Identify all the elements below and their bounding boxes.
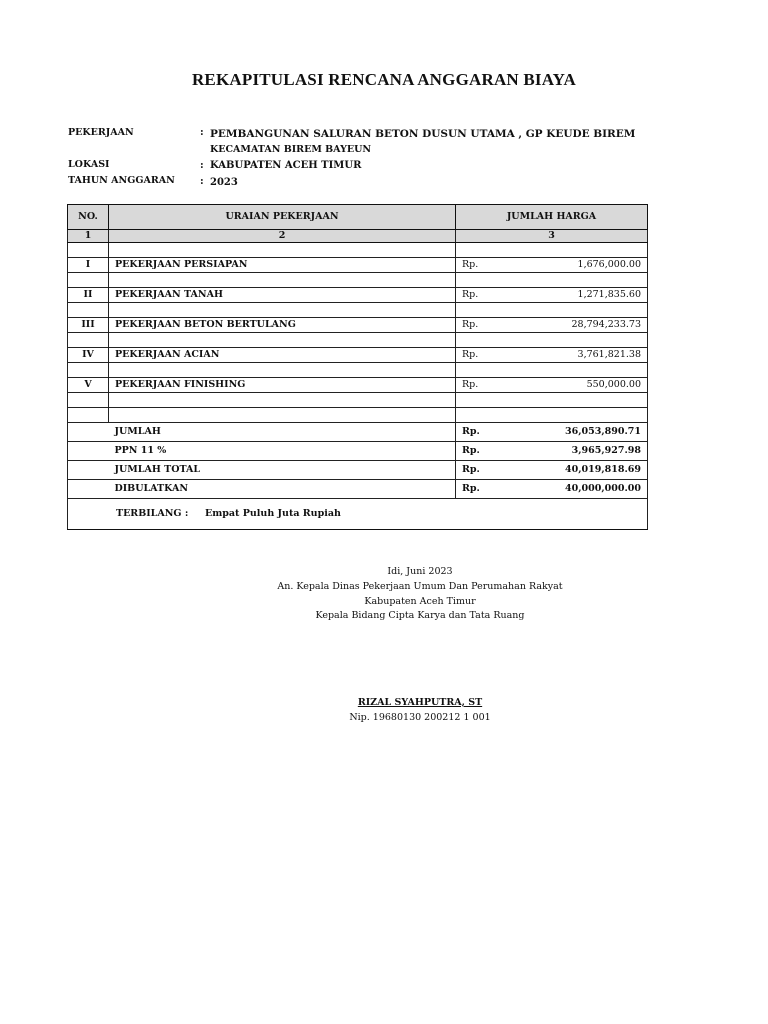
colon: :: [200, 176, 204, 187]
spacer-row: [68, 408, 648, 423]
signer-block: [0, 697, 768, 708]
col-number-2: 2: [109, 230, 456, 243]
total-row: [68, 480, 648, 499]
header-uraian: URAIAN PEKERJAAN: [109, 205, 456, 230]
item-no: IV: [68, 348, 109, 363]
lokasi-label: LOKASI: [68, 159, 110, 170]
item-no: II: [68, 288, 109, 303]
total-row: [68, 442, 648, 461]
column-number-row: [68, 230, 648, 243]
tahun-label: TAHUN ANGGARAN: [68, 175, 175, 186]
currency-label: Rp.: [462, 445, 480, 456]
place-date: Idi, Juni 2023: [387, 566, 453, 577]
pekerjaan-value-1: PEMBANGUNAN SALURAN BETON DUSUN UTAMA , GP KEUDE BIREM: [210, 128, 636, 140]
item-name: PEKERJAAN BETON BERTULANG: [109, 318, 456, 333]
item-name: PEKERJAAN FINISHING: [109, 378, 456, 393]
signer-nip: Nip. 19680130 200212 1 001: [349, 712, 491, 723]
total-amount: 40,000,000.00: [564, 483, 641, 494]
table-row: [68, 378, 648, 393]
item-no: III: [68, 318, 109, 333]
total-amount: 36,053,890.71: [564, 426, 641, 437]
total-row: [68, 423, 648, 442]
signature-line-3: Kepala Bidang Cipta Karya dan Tata Ruang: [315, 610, 525, 621]
col-number-3: 3: [456, 230, 648, 243]
item-amount: 1,676,000.00: [577, 259, 641, 270]
currency-label: Rp.: [462, 464, 480, 475]
signer-name: RIZAL SYAHPUTRA, ST: [357, 697, 483, 708]
col-number-1: 1: [68, 230, 109, 243]
terbilang-row: [68, 499, 648, 530]
item-amount: 3,761,821.38: [577, 349, 641, 360]
signature-line-1: An. Kepala Dinas Pekerjaan Umum Dan Perumahan Rakyat: [277, 581, 563, 592]
currency-label: Rp.: [462, 259, 479, 270]
table-row: [68, 288, 648, 303]
total-label: PPN 11 %: [109, 442, 456, 461]
pekerjaan-value-2: KECAMATAN BIREM BAYEUN: [210, 144, 372, 155]
currency-label: Rp.: [462, 379, 479, 390]
colon: :: [200, 127, 204, 138]
spacer-row: [68, 273, 648, 288]
item-name: PEKERJAAN TANAH: [109, 288, 456, 303]
total-label: DIBULATKAN: [109, 480, 456, 499]
spacer-row: [68, 303, 648, 318]
table-row: [68, 348, 648, 363]
total-amount: 3,965,927.98: [571, 445, 641, 456]
item-amount: 28,794,233.73: [571, 319, 641, 330]
header-jumlah: JUMLAH HARGA: [456, 205, 648, 230]
currency-label: Rp.: [462, 483, 480, 494]
lokasi-value: KABUPATEN ACEH TIMUR: [210, 160, 362, 171]
currency-label: Rp.: [462, 426, 480, 437]
signature-line-2: Kabupaten Aceh Timur: [364, 596, 476, 607]
colon: :: [200, 160, 204, 171]
tahun-value: 2023: [210, 177, 238, 188]
table-header-row: [68, 205, 648, 230]
spacer-row: [68, 333, 648, 348]
total-label: JUMLAH TOTAL: [109, 461, 456, 480]
total-amount: 40,019,818.69: [564, 464, 641, 475]
terbilang-value: Empat Puluh Juta Rupiah: [204, 508, 341, 519]
item-no: I: [68, 258, 109, 273]
total-label: JUMLAH: [109, 423, 456, 442]
item-amount: 550,000.00: [586, 379, 641, 390]
currency-label: Rp.: [462, 319, 479, 330]
spacer-row: [68, 243, 648, 258]
table-row: [68, 258, 648, 273]
item-no: V: [68, 378, 109, 393]
pekerjaan-label: PEKERJAAN: [68, 127, 134, 138]
currency-label: Rp.: [462, 289, 479, 300]
item-name: PEKERJAAN ACIAN: [109, 348, 456, 363]
page-title: REKAPITULASI RENCANA ANGGARAN BIAYA: [191, 70, 577, 89]
currency-label: Rp.: [462, 349, 479, 360]
header-no: NO.: [68, 205, 109, 230]
terbilang-label: TERBILANG :: [116, 508, 189, 519]
table-row: [68, 318, 648, 333]
total-row: [68, 461, 648, 480]
item-amount: 1,271,835.60: [577, 289, 641, 300]
spacer-row: [68, 363, 648, 378]
item-name: PEKERJAAN PERSIAPAN: [109, 258, 456, 273]
rab-table: [67, 204, 648, 530]
spacer-row: [68, 393, 648, 408]
